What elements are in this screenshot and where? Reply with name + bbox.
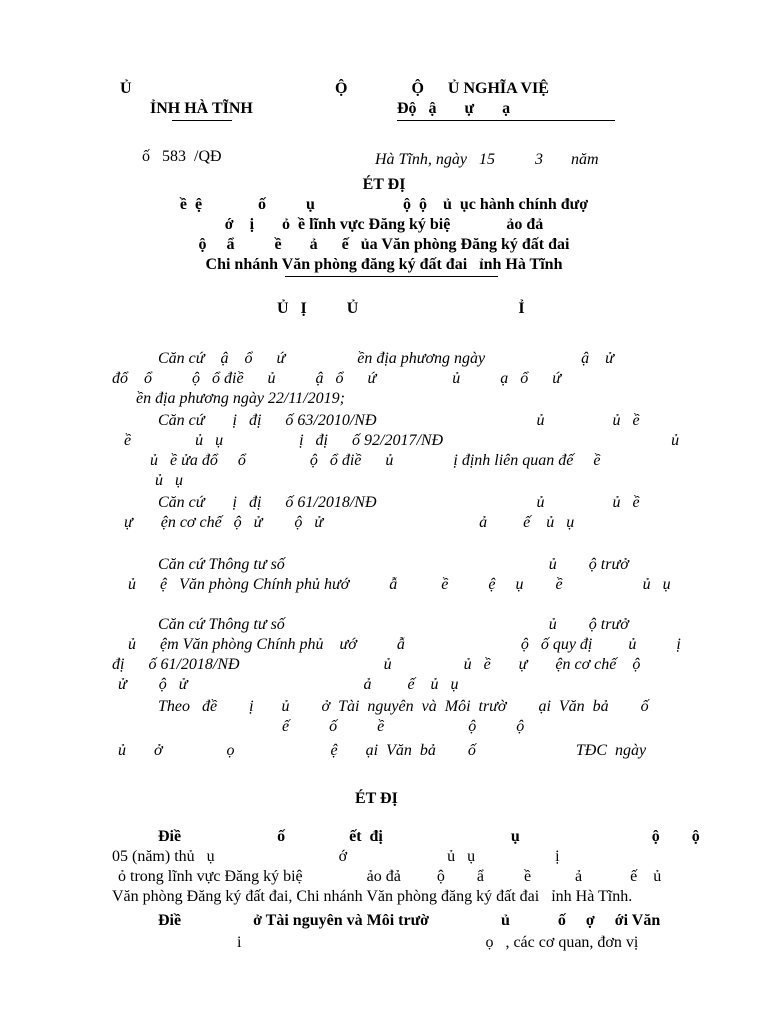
preamble-line: Căn cứ ị đị ố 61/2018/NĐ ủ ủ ề xyxy=(158,494,640,511)
preamble-line: Căn cứ Thông tư số ủ ộ trưở xyxy=(158,616,629,633)
article-line: i ọ , các cơ quan, đơn vị xyxy=(237,934,639,951)
issuing-authority: Ủ Ị Ủ Ỉ xyxy=(277,300,525,317)
decision-title: ÉT ĐỊ xyxy=(362,176,406,193)
preamble-line: ủ ề ửa đổ ổ ộ ổ điề ủ ị định liên quan đế ề xyxy=(150,452,601,469)
preamble-line: ề ủ ụ ị đị ố 92/2017/NĐ ủ xyxy=(124,432,680,449)
preamble-line: ử ộ ử ả ế ủ ụ xyxy=(118,676,459,693)
preamble-line: ủ ệm Văn phòng Chính phủ ướ ẫ ộ ố quy đị ủ ị xyxy=(128,636,681,653)
preamble-line: Căn cứ ậ ổ ứ ền địa phương ngày ậ ử xyxy=(158,350,614,367)
article-line: Điề ở Tài nguyên và Môi trườ ủ ố ợ ới Văn xyxy=(158,912,661,929)
article-line: 05 (năm) thủ ụ ớ ủ ụ ị xyxy=(112,848,560,865)
article-line: Điề ố ết đị ụ ộ ộ xyxy=(158,828,700,845)
preamble-line: ủ ở ọ ệ ại Văn bả ố TĐC ngày xyxy=(118,742,647,759)
agency-parent: Ủ xyxy=(120,80,132,97)
preamble-line: đị ố 61/2018/NĐ ủ ủ ề ự ện cơ chế ộ xyxy=(112,656,641,673)
article-line: Văn phòng Đăng ký đất đai, Chi nhánh Văn phòng đăng ký đất đai ỉnh Hà Tĩnh. xyxy=(112,888,633,905)
preamble-line: Theo đề ị ủ ở Tài nguyên và Môi trườ ại Văn bả ố xyxy=(158,698,649,715)
national-motto: Độ ậ ự ạ xyxy=(397,100,511,117)
preamble-line: ền địa phương ngày 22/11/2019; xyxy=(136,390,345,407)
preamble-line: Căn cứ Thông tư số ủ ộ trưở xyxy=(158,556,629,573)
decision-number: ố 583 /QĐ xyxy=(142,148,222,165)
title-underline xyxy=(285,276,498,277)
decision-subject-line-1: ề ệ ố ụ ộ ộ ủ ục hành chính đượ xyxy=(179,196,589,213)
national-title: Ộ Ộ Ủ NGHĨA VIỆ xyxy=(335,80,549,97)
preamble-line: đổ ổ ộ ổ điề ủ ậ ổ ứ ủ ạ ổ ứ xyxy=(112,370,561,387)
decide-heading: ÉT ĐỊ xyxy=(355,790,398,807)
preamble-line: ủ ụ xyxy=(155,472,183,489)
motto-underline xyxy=(397,120,615,121)
decision-subject-line-4: Chi nhánh Văn phòng đăng ký đất đai ỉnh Hà Tĩnh xyxy=(205,256,563,273)
agency-underline xyxy=(172,120,232,121)
preamble-line: ự ện cơ chế ộ ử ộ ử ả ế ủ ụ xyxy=(124,514,575,531)
issue-date: Hà Tĩnh, ngày 15 3 năm xyxy=(375,151,599,168)
article-line: ỏ trong lĩnh vực Đăng ký biệ ảo đả ộ ẩ ề ả ế ủ xyxy=(118,868,662,885)
decision-subject-line-3: ộ ẩ ề ả ế ủa Văn phòng Đăng ký đất đai xyxy=(198,236,570,253)
preamble-line: Căn cứ ị đị ố 63/2010/NĐ ủ ủ ề xyxy=(158,412,640,429)
decision-subject-line-2: ớ ị ỏ ề lĩnh vực Đăng ký biệ ảo đả xyxy=(224,216,544,233)
preamble-line: ế ố ề ộ ộ xyxy=(282,718,525,735)
agency-name: ỈNH HÀ TĨNH xyxy=(150,100,253,117)
preamble-line: ủ ệ Văn phòng Chính phủ hướ ẫ ề ệ ụ ề ủ ụ xyxy=(128,576,671,593)
